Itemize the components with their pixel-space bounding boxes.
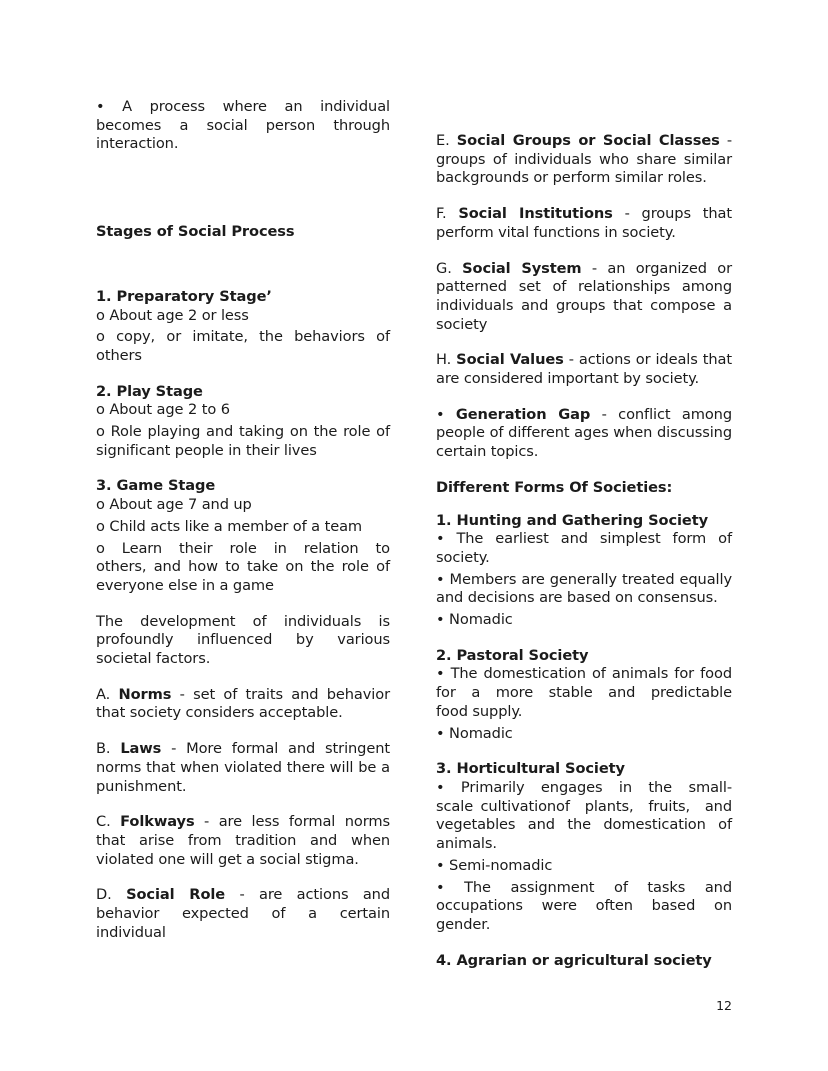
spacer bbox=[436, 246, 732, 260]
spacer bbox=[436, 191, 732, 205]
social-role-item bbox=[96, 886, 395, 942]
social-institutions-text: - groups that perform vital functions in society. bbox=[436, 205, 737, 241]
spacer bbox=[436, 938, 732, 952]
social-institutions-term: Social Institutions bbox=[458, 205, 613, 223]
laws-item bbox=[96, 740, 395, 796]
generation-gap-term: Generation Gap bbox=[455, 405, 591, 423]
stage-2-point-1: o About age 2 to 6 bbox=[96, 401, 230, 419]
folkways-label: C. bbox=[96, 813, 111, 831]
intro-bullet-paragraph: • A process where an individual becomes a social person through interaction. bbox=[96, 98, 395, 153]
laws-text: - More formal and stringent norms that when violated there will be a punishment. bbox=[96, 740, 395, 795]
generation-gap-item bbox=[436, 405, 737, 462]
social-institutions-label: F. bbox=[436, 205, 447, 223]
different-forms-of-societies-heading: Different Forms Of Societies: bbox=[436, 478, 673, 496]
stage-3-title: 3. Game Stage bbox=[96, 477, 216, 495]
social-values-item bbox=[436, 351, 737, 388]
page-number: 12 bbox=[716, 998, 732, 1013]
laws-label: B. bbox=[96, 740, 111, 758]
spacer bbox=[436, 337, 732, 351]
social-values-label: H. bbox=[436, 351, 452, 369]
society-3-point-3: • The assignment of tasks and occupations were often based on gender. bbox=[436, 878, 737, 933]
folkways-text: - are less formal norms that arise from tradition and when violated one will get a social stigma. bbox=[96, 813, 395, 868]
social-institutions-item bbox=[436, 205, 737, 242]
left-column bbox=[96, 98, 400, 946]
norms-text: - set of traits and behavior that society considers acceptable. bbox=[96, 685, 395, 722]
social-groups-term: Social Groups or Social Classes bbox=[456, 132, 720, 149]
society-1-point-3: • Nomadic bbox=[436, 611, 513, 629]
stage-1-point-2: o copy, or imitate, the behaviors of others bbox=[96, 328, 395, 364]
society-1-title: 1. Hunting and Gathering Society bbox=[436, 511, 709, 529]
social-system-item bbox=[436, 259, 737, 335]
social-role-label: D. bbox=[96, 886, 112, 904]
spacer bbox=[96, 872, 390, 886]
society-2-title: 2. Pastoral Society bbox=[436, 646, 589, 664]
social-groups-text: - groups of individuals who share similar backgrounds or perform similar roles. bbox=[436, 132, 742, 187]
stage-3-point-2: o Child acts like a member of a team bbox=[96, 517, 363, 535]
generation-gap-text: - conflict among people of different ages when discussing certain topics. bbox=[436, 405, 737, 461]
stages-of-social-process-heading: Stages of Social Process bbox=[96, 223, 295, 241]
society-3-point-1: • Primarily engages in the small-scale cultivationof plants, fruits, and vegetables and the domestication of animals. bbox=[436, 778, 737, 853]
social-system-label: G. bbox=[436, 259, 452, 277]
social-role-text: - are actions and behavior expected of a certain individual bbox=[96, 886, 395, 941]
society-1-point-1: • The earliest and simplest form of society. bbox=[436, 530, 737, 566]
social-groups-item bbox=[436, 132, 742, 188]
norms-term: Norms bbox=[118, 685, 172, 703]
spacer bbox=[96, 599, 390, 613]
social-groups-label: E. bbox=[436, 132, 450, 149]
society-3-point-2: • Semi-nomadic bbox=[436, 856, 553, 874]
spacer bbox=[436, 392, 732, 406]
spacer bbox=[96, 369, 390, 383]
spacer bbox=[436, 746, 732, 760]
social-values-term: Social Values bbox=[456, 351, 564, 369]
spacer bbox=[436, 633, 732, 647]
society-1-point-2: • Members are generally treated equally and decisions are based on consensus. bbox=[436, 570, 737, 607]
spacer bbox=[96, 157, 390, 223]
spacer bbox=[96, 799, 390, 813]
social-values-text: - actions or ideals that are considered important by society. bbox=[436, 351, 737, 388]
folkways-item bbox=[96, 813, 395, 869]
two-column-body bbox=[96, 98, 742, 978]
stage-2-point-2: o Role playing and taking on the role of significant people in their lives bbox=[96, 423, 395, 459]
norms-label: A. bbox=[96, 685, 111, 703]
right-column bbox=[436, 98, 742, 970]
norms-item bbox=[96, 685, 395, 723]
bullet-icon: • bbox=[436, 405, 445, 423]
stage-1-point-1: o About age 2 or less bbox=[96, 306, 249, 324]
stage-1-title: 1. Preparatory Stage’ bbox=[96, 287, 272, 305]
stage-3-point-1: o About age 7 and up bbox=[96, 496, 252, 514]
stage-2-title: 2. Play Stage bbox=[96, 382, 203, 400]
development-paragraph: The development of individuals is profoundly influenced by various societal factors. bbox=[96, 612, 395, 668]
spacer bbox=[96, 672, 390, 686]
folkways-term: Folkways bbox=[120, 813, 195, 831]
spacer bbox=[436, 498, 732, 512]
spacer bbox=[436, 465, 732, 479]
stage-3-point-3: o Learn their role in relation to others, and how to take on the role of everyone else in a game bbox=[96, 539, 400, 594]
society-4-title: 4. Agrarian or agricultural society bbox=[436, 951, 712, 969]
social-system-term: Social System bbox=[462, 259, 582, 277]
society-3-title: 3. Horticultural Society bbox=[436, 760, 625, 778]
laws-term: Laws bbox=[120, 740, 162, 758]
social-role-term: Social Role bbox=[126, 886, 226, 904]
spacer bbox=[96, 463, 390, 477]
social-system-text: - an organized or patterned set of relationships among individuals and groups that compose a society bbox=[436, 259, 737, 333]
society-2-point-2: • Nomadic bbox=[436, 724, 513, 742]
spacer bbox=[96, 726, 390, 740]
spacer bbox=[96, 242, 390, 288]
society-2-point-1: • The domestication of animals for food for a more stable and predictable food supply. bbox=[436, 665, 742, 720]
